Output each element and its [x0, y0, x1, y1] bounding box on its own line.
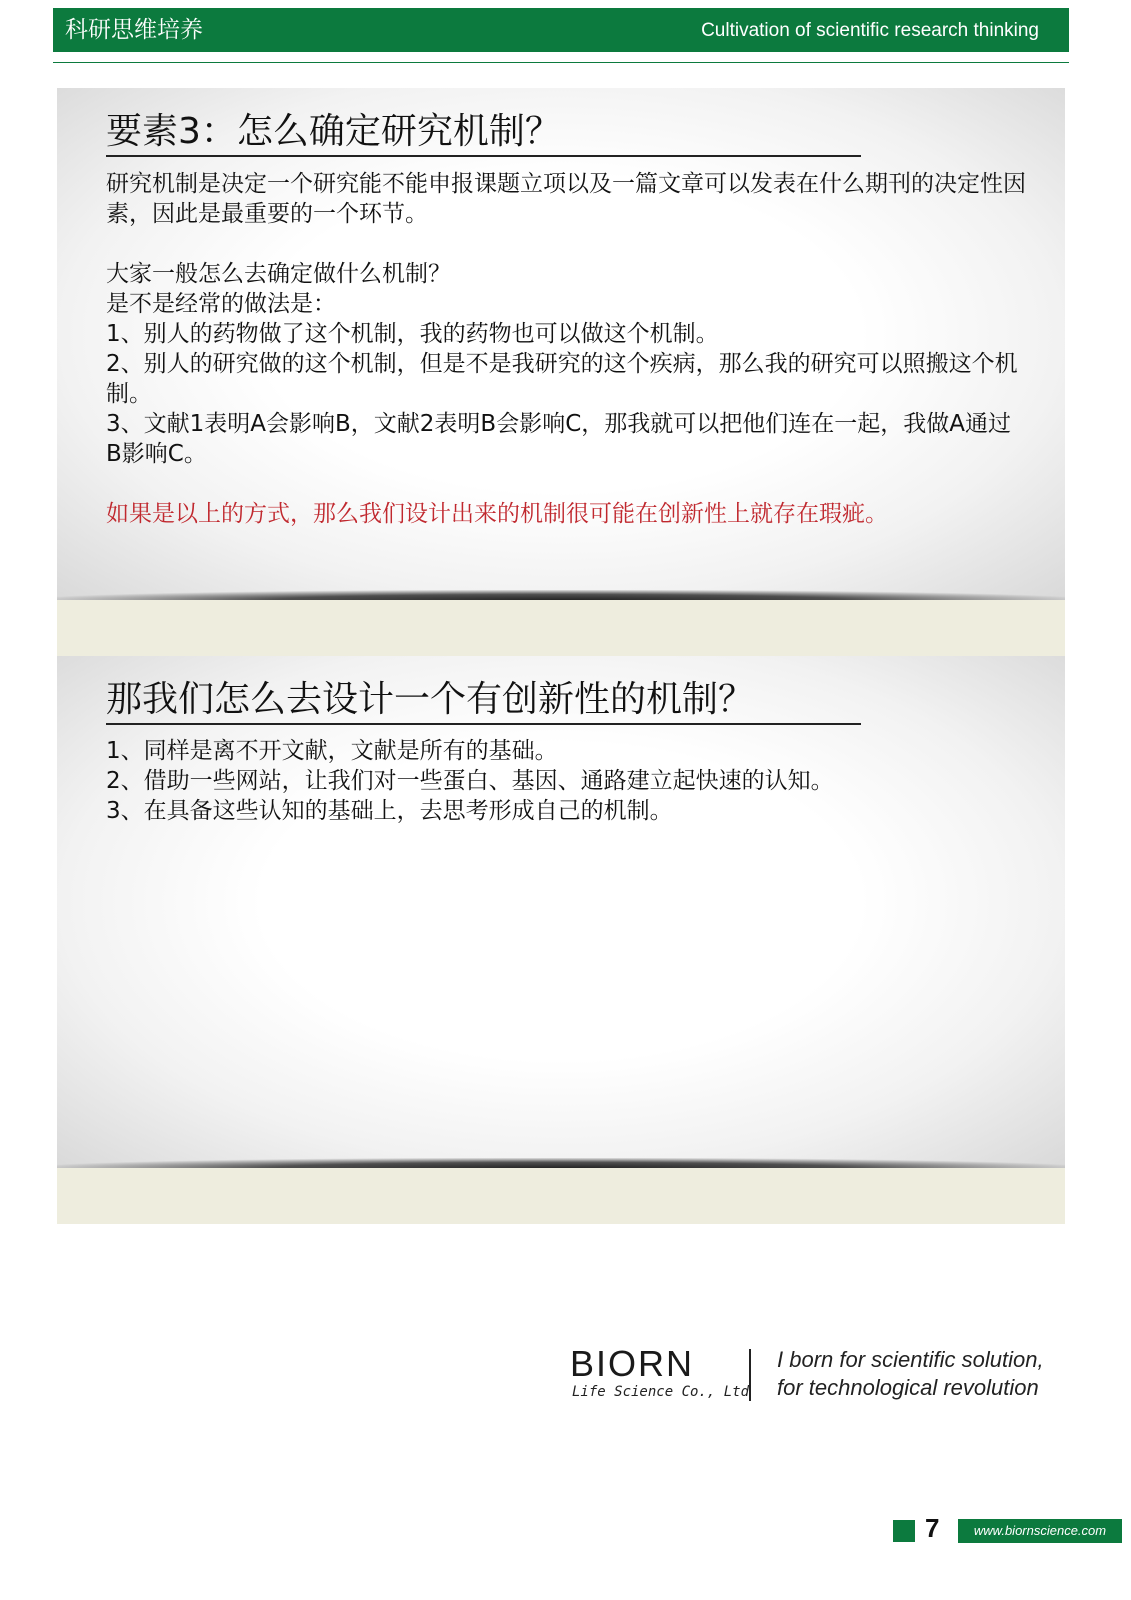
slide1-question: 大家一般怎么去确定做什么机制？: [106, 261, 451, 287]
slogan-line-1: I born for scientific solution,: [777, 1347, 1044, 1372]
header-title-cn: 科研思维培养: [65, 17, 203, 43]
slide1-list-item: 2、别人的研究做的这个机制，但是不是我研究的这个疾病，那么我的研究可以照搬这个机制。: [106, 351, 1018, 407]
slide2-title: 那我们怎么去设计一个有创新性的机制？: [106, 678, 861, 725]
page-marker-icon: [893, 1520, 915, 1542]
slide-separator: [57, 600, 1065, 656]
slogan: [777, 1346, 1044, 1402]
header-title-en: Cultivation of scientific research thinking: [701, 20, 1039, 41]
slide1-warning: 如果是以上的方式，那么我们设计出来的机制很可能在创新性上就存在瑕疵。: [106, 501, 888, 527]
slide2-shadow: [57, 1158, 1065, 1168]
slide-separator: [57, 1168, 1065, 1224]
slide-innovative-mechanism: [57, 656, 1065, 1168]
slide1-list-item: 1、别人的药物做了这个机制，我的药物也可以做这个机制。: [106, 321, 719, 347]
slide1-practice-lead: 是不是经常的做法是：: [106, 291, 336, 317]
logo-divider: [749, 1349, 751, 1401]
header-divider: [53, 62, 1069, 63]
brand-subtitle: Life Science Co., Ltd: [572, 1384, 750, 1400]
slide-research-mechanism: [57, 88, 1065, 600]
slogan-line-2: for technological revolution: [777, 1375, 1039, 1400]
slide1-shadow: [57, 590, 1065, 600]
slide1-title: 要素3：怎么确定研究机制？: [106, 110, 861, 157]
slide1-body: [106, 169, 1026, 529]
slide2-body: [106, 736, 1026, 826]
biorn-logo: [570, 1343, 750, 1400]
page-header: [53, 8, 1069, 52]
slide1-intro: 研究机制是决定一个研究能不能申报课题立项以及一篇文章可以发表在什么期刊的决定性因素，因此是最重要的一个环节。: [106, 171, 1026, 227]
slide2-list-item: 1、同样是离不开文献，文献是所有的基础。: [106, 738, 558, 764]
website-link[interactable]: www.biornscience.com: [958, 1519, 1122, 1543]
slide2-list-item: 2、借助一些网站，让我们对一些蛋白、基因、通路建立起快速的认知。: [106, 768, 834, 794]
page-number: 7: [925, 1513, 940, 1543]
slide2-list-item: 3、在具备这些认知的基础上，去思考形成自己的机制。: [106, 798, 673, 824]
slide1-list-item: 3、文献1表明A会影响B，文献2表明B会影响C，那我就可以把他们连在一起，我做A通过B影响C。: [106, 411, 1011, 467]
brand-name: BIORN: [570, 1343, 695, 1384]
